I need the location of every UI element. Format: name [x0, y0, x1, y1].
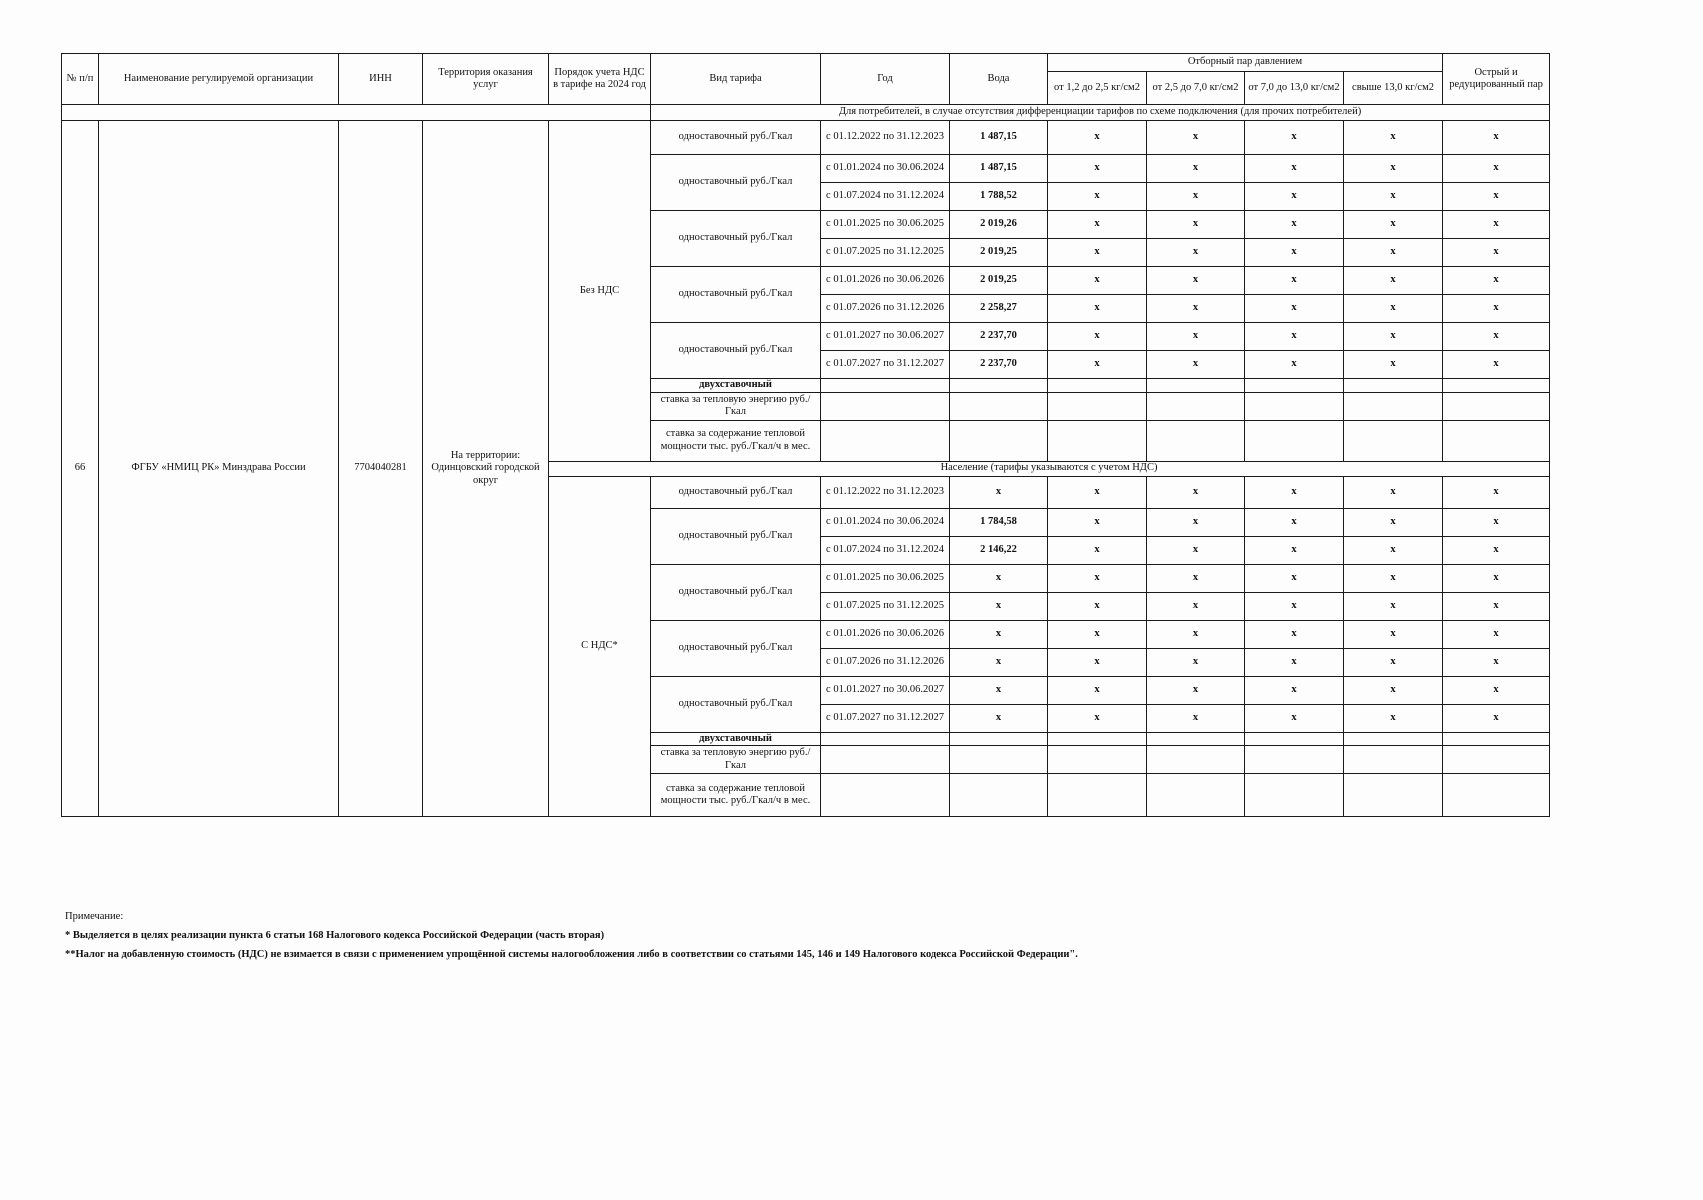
- mark-cell: x: [1344, 351, 1443, 379]
- mark-cell: x: [1344, 676, 1443, 704]
- mark-cell: x: [1147, 267, 1245, 295]
- header-pressure-3: от 7,0 до 13,0 кг/см2: [1245, 72, 1344, 105]
- mark-cell: x: [1245, 211, 1344, 239]
- empty-cell: [1245, 746, 1344, 774]
- mark-cell: x: [1443, 267, 1550, 295]
- empty-cell: [1147, 420, 1245, 461]
- header-pressure-1: от 1,2 до 2,5 кг/см2: [1048, 72, 1147, 105]
- note-2: **Налог на добавленную стоимость (НДС) не взимается в связи с применением упрощённой системы налогообложения либо в соответствии со статьями 145, 146 и 149 Налогового кодекса Российской Федерации".: [65, 949, 1078, 960]
- period-cell: с 01.07.2026 по 31.12.2026: [821, 295, 950, 323]
- mark-cell: x: [1048, 323, 1147, 351]
- empty-cell: [1048, 420, 1147, 461]
- period-cell: с 01.01.2027 по 30.06.2027: [821, 676, 950, 704]
- mark-cell: x: [1147, 592, 1245, 620]
- mark-cell: x: [1147, 121, 1245, 155]
- mark-cell: x: [1443, 704, 1550, 732]
- mark-cell: x: [1443, 183, 1550, 211]
- empty-cell: [1443, 774, 1550, 817]
- mark-cell: x: [1245, 536, 1344, 564]
- mark-cell: x: [1344, 267, 1443, 295]
- tariff-kind-single: одноставочный руб./Гкал: [651, 476, 821, 508]
- mark-cell: x: [1443, 476, 1550, 508]
- water-value: 2 237,70: [950, 323, 1048, 351]
- tariff-kind-single: одноставочный руб./Гкал: [651, 211, 821, 267]
- empty-cell: [1147, 392, 1245, 420]
- mark-cell: x: [1048, 620, 1147, 648]
- mark-cell: x: [1147, 211, 1245, 239]
- mark-cell: x: [1245, 323, 1344, 351]
- capacity-rate-label: ставка за содержание тепловой мощности тыс. руб./Гкал/ч в мес.: [651, 420, 821, 461]
- empty-cell: [1344, 774, 1443, 817]
- section-blank: [62, 105, 651, 121]
- tariff-kind-single: одноставочный руб./Гкал: [651, 676, 821, 732]
- period-cell: с 01.12.2022 по 31.12.2023: [821, 476, 950, 508]
- mark-cell: x: [1443, 121, 1550, 155]
- energy-rate-label: ставка за тепловую энергию руб./Гкал: [651, 746, 821, 774]
- mark-cell: x: [1245, 183, 1344, 211]
- tariff-kind-single: одноставочный руб./Гкал: [651, 564, 821, 620]
- header-water: Вода: [950, 54, 1048, 105]
- empty-cell: [950, 746, 1048, 774]
- mark-cell: x: [1048, 648, 1147, 676]
- header-num: № п/п: [62, 54, 99, 105]
- water-value: 1 487,15: [950, 155, 1048, 183]
- tariff-kind-single: одноставочный руб./Гкал: [651, 155, 821, 211]
- empty-cell: [821, 379, 950, 393]
- mark-cell: x: [1048, 704, 1147, 732]
- period-cell: с 01.07.2024 по 31.12.2024: [821, 536, 950, 564]
- mark-cell: x: [1245, 676, 1344, 704]
- tariff-kind-double: двухставочный: [651, 732, 821, 746]
- note-1: * Выделяется в целях реализации пункта 6 статьи 168 Налогового кодекса Российской Федерации (часть вторая): [65, 930, 605, 941]
- mark-cell: x: [1147, 676, 1245, 704]
- mark-cell: x: [1344, 704, 1443, 732]
- empty-cell: [1344, 392, 1443, 420]
- water-value: 2 019,26: [950, 211, 1048, 239]
- water-value: 2 019,25: [950, 239, 1048, 267]
- empty-cell: [950, 379, 1048, 393]
- mark-cell: x: [1344, 564, 1443, 592]
- mark-cell: x: [1344, 295, 1443, 323]
- header-sharp-steam: Острый и редуцированный пар: [1443, 54, 1550, 105]
- empty-cell: [950, 392, 1048, 420]
- empty-cell: [1147, 774, 1245, 817]
- header-tariff-type: Вид тарифа: [651, 54, 821, 105]
- empty-cell: [1443, 392, 1550, 420]
- tariff-kind-single: одноставочный руб./Гкал: [651, 267, 821, 323]
- no-vat-label: Без НДС: [549, 121, 651, 462]
- mark-cell: x: [1147, 323, 1245, 351]
- mark-cell: x: [1344, 536, 1443, 564]
- water-value: x: [950, 704, 1048, 732]
- period-cell: с 01.07.2025 по 31.12.2025: [821, 592, 950, 620]
- empty-cell: [950, 420, 1048, 461]
- mark-cell: x: [1245, 351, 1344, 379]
- water-value: x: [950, 676, 1048, 704]
- mark-cell: x: [1245, 121, 1344, 155]
- empty-cell: [1443, 379, 1550, 393]
- mark-cell: x: [1048, 121, 1147, 155]
- header-steam-group: Отборный пар давлением: [1048, 54, 1443, 72]
- tariff-kind-single: одноставочный руб./Гкал: [651, 508, 821, 564]
- empty-cell: [821, 392, 950, 420]
- mark-cell: x: [1048, 295, 1147, 323]
- mark-cell: x: [1048, 351, 1147, 379]
- empty-cell: [1048, 746, 1147, 774]
- mark-cell: x: [1048, 536, 1147, 564]
- empty-cell: [1048, 392, 1147, 420]
- period-cell: с 01.01.2024 по 30.06.2024: [821, 155, 950, 183]
- empty-cell: [1147, 379, 1245, 393]
- capacity-rate-label: ставка за содержание тепловой мощности тыс. руб./Гкал/ч в мес.: [651, 774, 821, 817]
- tariff-kind-double: двухставочный: [651, 379, 821, 393]
- mark-cell: x: [1147, 564, 1245, 592]
- mark-cell: x: [1344, 239, 1443, 267]
- mark-cell: x: [1245, 592, 1344, 620]
- mark-cell: x: [1048, 155, 1147, 183]
- mark-cell: x: [1443, 351, 1550, 379]
- mark-cell: x: [1048, 476, 1147, 508]
- mark-cell: x: [1147, 704, 1245, 732]
- water-value: x: [950, 564, 1048, 592]
- mark-cell: x: [1443, 676, 1550, 704]
- period-cell: с 01.01.2026 по 30.06.2026: [821, 620, 950, 648]
- empty-cell: [1147, 732, 1245, 746]
- water-value: 2 258,27: [950, 295, 1048, 323]
- empty-cell: [1048, 732, 1147, 746]
- mark-cell: x: [1245, 239, 1344, 267]
- mark-cell: x: [1147, 648, 1245, 676]
- water-value: x: [950, 648, 1048, 676]
- org-inn: 7704040281: [339, 121, 423, 817]
- org-territory: На территории: Одинцовский городской округ: [423, 121, 549, 817]
- water-value: x: [950, 620, 1048, 648]
- water-value: 1 788,52: [950, 183, 1048, 211]
- tariff-table: [61, 53, 1550, 817]
- empty-cell: [1344, 420, 1443, 461]
- water-value: 1 487,15: [950, 121, 1048, 155]
- mark-cell: x: [1344, 323, 1443, 351]
- water-value: 2 019,25: [950, 267, 1048, 295]
- notes-block: [65, 907, 1465, 964]
- notes-title: Примечание:: [65, 911, 124, 922]
- mark-cell: x: [1245, 704, 1344, 732]
- period-cell: с 01.12.2022 по 31.12.2023: [821, 121, 950, 155]
- mark-cell: x: [1245, 476, 1344, 508]
- header-pressure-2: от 2,5 до 7,0 кг/см2: [1147, 72, 1245, 105]
- energy-rate-label: ставка за тепловую энергию руб./Гкал: [651, 392, 821, 420]
- mark-cell: x: [1443, 323, 1550, 351]
- period-cell: с 01.07.2026 по 31.12.2026: [821, 648, 950, 676]
- empty-cell: [1443, 732, 1550, 746]
- mark-cell: x: [1344, 155, 1443, 183]
- period-cell: с 01.01.2024 по 30.06.2024: [821, 508, 950, 536]
- empty-cell: [950, 774, 1048, 817]
- empty-cell: [821, 746, 950, 774]
- header-org: Наименование регулируемой организации: [99, 54, 339, 105]
- period-cell: с 01.07.2027 по 31.12.2027: [821, 704, 950, 732]
- section-other-consumers: Для потребителей, в случае отсутствия дифференциации тарифов по схеме подключения (для прочих потребителей): [651, 105, 1550, 121]
- water-value: 1 784,58: [950, 508, 1048, 536]
- empty-cell: [950, 732, 1048, 746]
- tariff-kind-single: одноставочный руб./Гкал: [651, 323, 821, 379]
- mark-cell: x: [1245, 267, 1344, 295]
- mark-cell: x: [1443, 564, 1550, 592]
- empty-cell: [1245, 732, 1344, 746]
- mark-cell: x: [1147, 620, 1245, 648]
- empty-cell: [1048, 774, 1147, 817]
- mark-cell: x: [1344, 121, 1443, 155]
- mark-cell: x: [1245, 564, 1344, 592]
- empty-cell: [821, 774, 950, 817]
- mark-cell: x: [1147, 155, 1245, 183]
- mark-cell: x: [1443, 536, 1550, 564]
- water-value: 2 146,22: [950, 536, 1048, 564]
- mark-cell: x: [1147, 183, 1245, 211]
- empty-cell: [1443, 420, 1550, 461]
- tariff-kind-single: одноставочный руб./Гкал: [651, 620, 821, 676]
- header-year: Год: [821, 54, 950, 105]
- period-cell: с 01.07.2027 по 31.12.2027: [821, 351, 950, 379]
- mark-cell: x: [1245, 648, 1344, 676]
- empty-cell: [821, 420, 950, 461]
- mark-cell: x: [1147, 476, 1245, 508]
- period-cell: с 01.01.2025 по 30.06.2025: [821, 564, 950, 592]
- mark-cell: x: [1245, 155, 1344, 183]
- mark-cell: x: [1048, 211, 1147, 239]
- header-vat-order: Порядок учета НДС в тарифе на 2024 год: [549, 54, 651, 105]
- mark-cell: x: [1048, 239, 1147, 267]
- empty-cell: [1344, 746, 1443, 774]
- mark-cell: x: [1344, 211, 1443, 239]
- mark-cell: x: [1048, 564, 1147, 592]
- section-population: Население (тарифы указываются с учетом НДС): [549, 461, 1550, 476]
- water-value: 2 237,70: [950, 351, 1048, 379]
- mark-cell: x: [1344, 648, 1443, 676]
- mark-cell: x: [1147, 508, 1245, 536]
- empty-cell: [1245, 774, 1344, 817]
- mark-cell: x: [1147, 295, 1245, 323]
- period-cell: с 01.07.2024 по 31.12.2024: [821, 183, 950, 211]
- mark-cell: x: [1245, 295, 1344, 323]
- water-value: x: [950, 476, 1048, 508]
- header-pressure-4: свыше 13,0 кг/см2: [1344, 72, 1443, 105]
- mark-cell: x: [1048, 676, 1147, 704]
- mark-cell: x: [1443, 592, 1550, 620]
- mark-cell: x: [1443, 211, 1550, 239]
- empty-cell: [1048, 379, 1147, 393]
- empty-cell: [1443, 746, 1550, 774]
- mark-cell: x: [1147, 536, 1245, 564]
- with-vat-label: С НДС*: [549, 476, 651, 817]
- empty-cell: [1344, 379, 1443, 393]
- mark-cell: x: [1048, 592, 1147, 620]
- mark-cell: x: [1245, 620, 1344, 648]
- header-inn: ИНН: [339, 54, 423, 105]
- mark-cell: x: [1147, 239, 1245, 267]
- mark-cell: x: [1344, 620, 1443, 648]
- mark-cell: x: [1048, 183, 1147, 211]
- water-value: x: [950, 592, 1048, 620]
- tariff-kind-single: одноставочный руб./Гкал: [651, 121, 821, 155]
- mark-cell: x: [1443, 239, 1550, 267]
- mark-cell: x: [1344, 183, 1443, 211]
- mark-cell: x: [1344, 476, 1443, 508]
- mark-cell: x: [1344, 592, 1443, 620]
- mark-cell: x: [1245, 508, 1344, 536]
- mark-cell: x: [1443, 508, 1550, 536]
- empty-cell: [1344, 732, 1443, 746]
- mark-cell: x: [1048, 267, 1147, 295]
- mark-cell: x: [1048, 508, 1147, 536]
- period-cell: с 01.01.2027 по 30.06.2027: [821, 323, 950, 351]
- empty-cell: [1245, 392, 1344, 420]
- empty-cell: [1245, 379, 1344, 393]
- period-cell: с 01.01.2025 по 30.06.2025: [821, 211, 950, 239]
- empty-cell: [821, 732, 950, 746]
- mark-cell: x: [1443, 155, 1550, 183]
- mark-cell: x: [1147, 351, 1245, 379]
- period-cell: с 01.07.2025 по 31.12.2025: [821, 239, 950, 267]
- empty-cell: [1245, 420, 1344, 461]
- mark-cell: x: [1443, 295, 1550, 323]
- empty-cell: [1147, 746, 1245, 774]
- org-number: 66: [62, 121, 99, 817]
- org-name: ФГБУ «НМИЦ РК» Минздрава России: [99, 121, 339, 817]
- mark-cell: x: [1344, 508, 1443, 536]
- mark-cell: x: [1443, 648, 1550, 676]
- header-territory: Территория оказания услуг: [423, 54, 549, 105]
- mark-cell: x: [1443, 620, 1550, 648]
- period-cell: с 01.01.2026 по 30.06.2026: [821, 267, 950, 295]
